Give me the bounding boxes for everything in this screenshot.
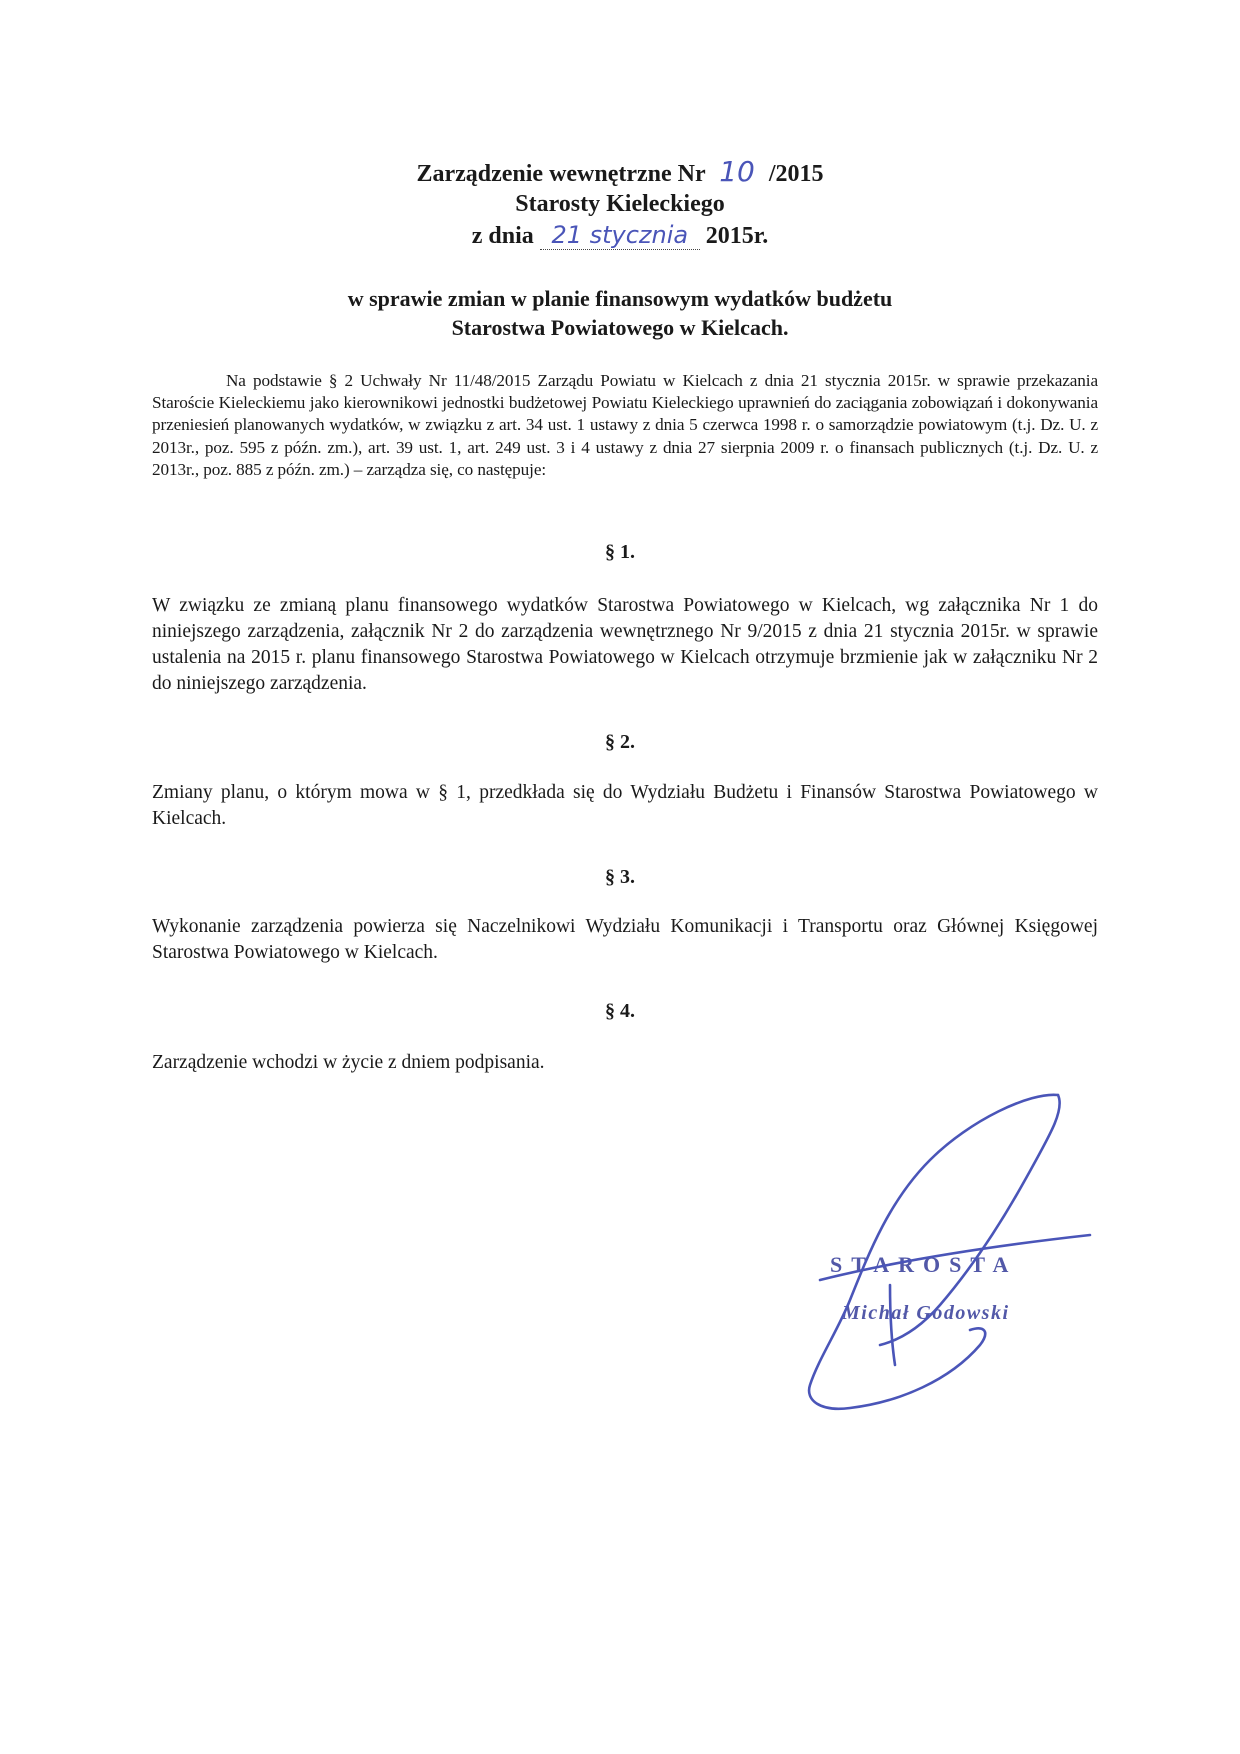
date-field — [540, 222, 700, 250]
issuer: Starosty Kieleckiego — [515, 191, 725, 217]
section-symbol-2: § 2. — [605, 731, 635, 753]
section-symbol-4: § 4. — [605, 1000, 635, 1022]
document-date — [0, 221, 1240, 251]
section-symbol-1: § 1. — [605, 541, 635, 563]
document-title — [0, 157, 1240, 189]
section-symbol-3: § 3. — [605, 866, 635, 888]
section-text-3: Wykonanie zarządzenia powierza się Naczelnikowi Wydziału Komunikacji i Transportu oraz Głównej Księgowej Starostwa Powiatowego w Kielcach. — [152, 916, 1098, 963]
preamble: Na podstawie § 2 Uchwały Nr 11/48/2015 Zarządu Powiatu w Kielcach z dnia 21 stycznia 2015r. w sprawie przekazania Staroście Kieleckiemu jako kierownikowi jednostki budżetowej Powiatu Kieleckiego uprawnień do zaciągania zobowiązań i dokonywania przeniesień planowanych wydatków, w związku z art. 34 ust. 1 ustawy z dnia 5 czerwca 1998 r. o samorządzie powiatowym (t.j. Dz. U. z 2013r., poz. 595 z późn. zm.), art. 39 ust. 1, art. 249 ust. 3 i 4 ustawy z dnia 27 sierpnia 2009 r. o finansach publicznych (t.j. Dz. U. z 2013r., poz. 885 z późn. zm.) – zarządza się, co następuje: — [152, 371, 1098, 479]
handwritten-number: 10 — [719, 155, 755, 188]
official-stamp — [830, 1252, 1080, 1372]
stamp-title: STAROSTA — [830, 1252, 1018, 1277]
handwritten-date: 21 stycznia — [551, 221, 689, 249]
title-prefix: Zarządzenie wewnętrzne Nr — [416, 161, 706, 187]
section-text-2: Zmiany planu, o którym mowa w § 1, przedkłada się do Wydziału Budżetu i Finansów Starostwa Powiatowego w Kielcach. — [152, 782, 1098, 829]
date-prefix: z dnia — [471, 223, 534, 249]
stamp-name: Michał Godowski — [842, 1302, 1010, 1324]
subject-line-1: w sprawie zmian w planie finansowym wydatków budżetu — [347, 286, 893, 311]
section-text-4: Zarządzenie wchodzi w życie z dniem podpisania. — [152, 1052, 545, 1073]
subject-line-2: Starostwa Powiatowego w Kielcach. — [451, 315, 789, 340]
section-text-1: W związku ze zmianą planu finansowego wydatków Starostwa Powiatowego w Kielcach, wg załącznika Nr 1 do niniejszego zarządzenia, załącznik Nr 2 do zarządzenia wewnętrznego Nr 9/2015 z dnia 21 stycznia 2015r. w sprawie ustalenia na 2015 r. planu finansowego Starostwa Powiatowego w Kielcach otrzymuje brzmienie jak w załączniku Nr 2 do niniejszego zarządzenia. — [152, 595, 1098, 694]
date-suffix: 2015r. — [705, 223, 769, 249]
title-suffix: /2015 — [768, 161, 824, 187]
